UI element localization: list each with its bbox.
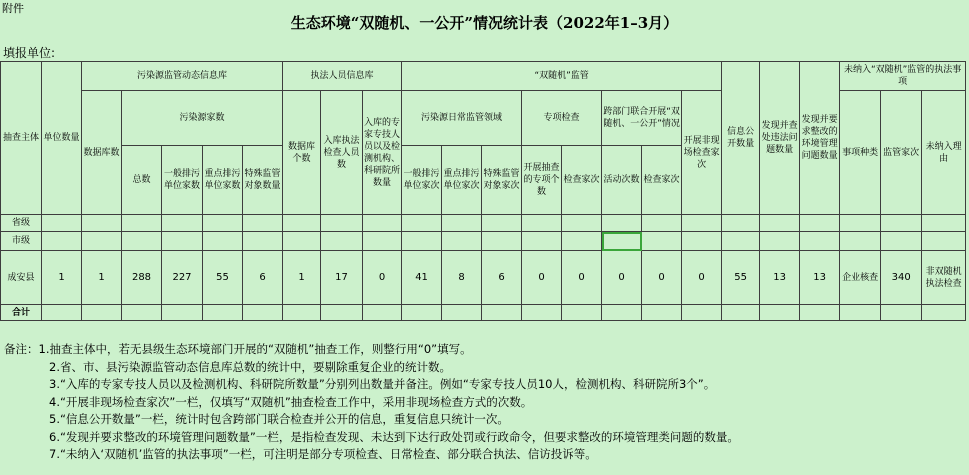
header-db-count: 数据库数 [82, 91, 122, 215]
header-special-count: 开展抽查的专项个数 [522, 146, 562, 215]
notes [4, 341, 739, 464]
attachment-label: 附件 [2, 2, 24, 15]
row-label-city: 市级 [1, 232, 42, 251]
header-violations: 发现并查处违法问题数量 [760, 62, 800, 215]
header-general: 一般排污单位家数 [162, 146, 203, 215]
header-enforcer-db: 执法人员信息库 [283, 62, 402, 91]
header-expert-count: 入库的专家专技人员以及检测机构、科研院所数量 [363, 91, 402, 215]
header-subject: 抽查主体 [1, 62, 42, 215]
note-1: 备注：1.抽查主体中，若无县级生态环境部门开展的“双随机”抽查工作，则整行用“0”填写。 [4, 342, 472, 356]
cell-enforcer-db-count[interactable]: 1 [283, 251, 321, 305]
cell-db-count[interactable]: 1 [82, 251, 122, 305]
statistics-table [0, 61, 966, 321]
table-title: 生态环境“双随机、一公开”情况统计表（2022年1–3月） [290, 14, 679, 32]
header-disclosure: 信息公开数量 [722, 62, 760, 215]
header-pollution-db: 污染源监管动态信息库 [82, 62, 283, 91]
selected-cell[interactable] [602, 232, 642, 251]
header-offsite: 开展非现场检查家次 [682, 91, 722, 215]
row-province [1, 215, 966, 232]
header-ni-times: 监管家次 [881, 91, 922, 215]
header-pollution-count: 污染源家数 [122, 91, 283, 146]
cell-env-issues[interactable]: 13 [800, 251, 840, 305]
cell-violations[interactable]: 13 [760, 251, 800, 305]
header-special-times: 检查家次 [562, 146, 602, 215]
cell-expert-count[interactable]: 0 [363, 251, 402, 305]
header-env-issues: 发现并要求整改的环境管理问题数量 [800, 62, 840, 215]
note-5: 5.“信息公开数量”一栏，统计时包含跨部门联合检查并公开的信息，重复信息只统计一次。 [49, 412, 509, 426]
cell-special[interactable]: 6 [243, 251, 283, 305]
row-county [1, 251, 966, 305]
header-total: 总数 [122, 146, 162, 215]
header-special-check: 专项检查 [522, 91, 602, 146]
header-not-included: 未纳入“双随机”监管的执法事项 [840, 62, 966, 91]
header-enforcer-count: 入库执法检查人员数 [321, 91, 363, 215]
cell-total[interactable]: 288 [122, 251, 162, 305]
note-2: 2.省、市、县污染源监管动态信息库总数的统计中，要剔除重复企业的统计数。 [49, 359, 451, 374]
header-key: 重点排污单位家数 [203, 146, 243, 215]
note-3: 3.“入库的专家专技人员以及检测机构、科研院所数量”分别列出数量并备注。例如“专家专技人员10人，检测机构、科研院所3个”。 [49, 377, 716, 391]
header-daily-general: 一般排污单位家次 [402, 146, 442, 215]
fill-unit-label: 填报单位: [3, 46, 56, 60]
cell-unit-count[interactable]: 1 [42, 251, 82, 305]
cell-ni-times[interactable]: 340 [881, 251, 922, 305]
header-double-random: “双随机”监管 [402, 62, 722, 91]
header-ni-reason: 未纳入理由 [922, 91, 966, 215]
cell-offsite[interactable]: 0 [682, 251, 722, 305]
cell-key[interactable]: 55 [203, 251, 243, 305]
cell-joint-activities[interactable]: 0 [602, 251, 642, 305]
header-daily: 污染源日常监管领域 [402, 91, 522, 146]
cell-daily-general[interactable]: 41 [402, 251, 442, 305]
cell-ni-reason[interactable]: 非双随机执法检查 [922, 251, 966, 305]
header-unit-count: 单位数量 [42, 62, 82, 215]
header-enforcer-db-count: 数据库个数 [283, 91, 321, 215]
header-daily-special: 特殊监管对象家次 [482, 146, 522, 215]
header-ni-type: 事项种类 [840, 91, 881, 215]
row-total [1, 305, 966, 321]
cell-daily-special[interactable]: 6 [482, 251, 522, 305]
note-6: 6.“发现并要求整改的环境管理问题数量”一栏，是指检查发现、未达到下达行政处罚或行政命令，但要求整改的环境管理类问题的数量。 [49, 429, 739, 444]
cell-general[interactable]: 227 [162, 251, 203, 305]
row-label-province: 省级 [1, 215, 42, 232]
cell-special-count[interactable]: 0 [522, 251, 562, 305]
cell-daily-key[interactable]: 8 [442, 251, 482, 305]
note-4: 4.“开展非现场检查家次”一栏，仅填写“双随机”抽查检查工作中，采用非现场检查方式的次数。 [49, 394, 533, 409]
header-special: 特殊监管对象数量 [243, 146, 283, 215]
cell-disclosure[interactable]: 55 [722, 251, 760, 305]
cell-special-times[interactable]: 0 [562, 251, 602, 305]
row-city [1, 232, 966, 251]
note-7: 7.“未纳入‘双随机’监管的执法事项”一栏，可注明是部分专项检查、日常检查、部分联合执法、信访投诉等。 [49, 447, 597, 461]
header-daily-key: 重点排污单位家次 [442, 146, 482, 215]
cell-enforcer-count[interactable]: 17 [321, 251, 363, 305]
row-label-total: 合计 [1, 305, 42, 321]
row-label-county: 成安县 [1, 251, 42, 305]
header-joint-activities: 活动次数 [602, 146, 642, 215]
cell-joint-times[interactable]: 0 [642, 251, 682, 305]
header-joint: 跨部门联合开展“双随机、一公开”情况 [602, 91, 682, 146]
header-joint-times: 检查家次 [642, 146, 682, 215]
cell-ni-type[interactable]: 企业核查 [840, 251, 881, 305]
